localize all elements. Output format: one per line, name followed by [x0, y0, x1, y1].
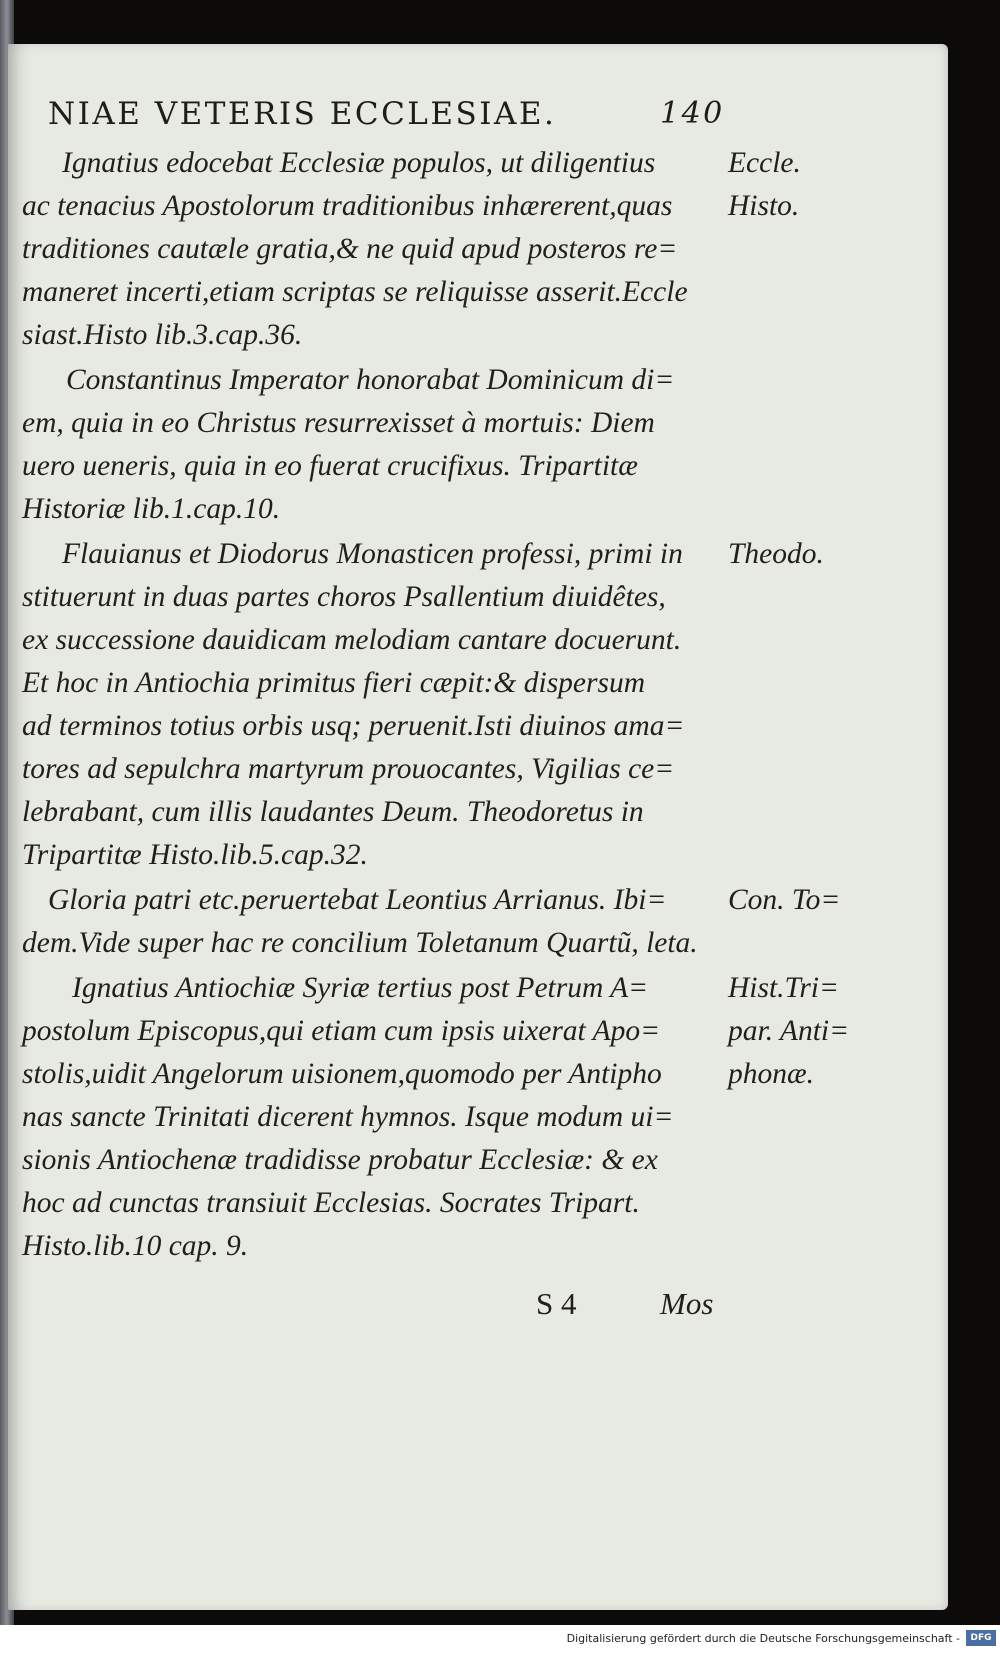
margin-note: Eccle.	[728, 147, 801, 179]
signature-mark: S 4	[536, 1286, 577, 1321]
margin-note: Histo.	[728, 190, 800, 222]
text-line: uero ueneris, quia in eo fuerat crucifixus. Tripartitæ	[22, 450, 638, 482]
text-line: ad terminos totius orbis usq; peruenit.Isti diuinos ama=	[22, 710, 685, 742]
text-line: ex successione dauidicam melodiam cantare docuerunt.	[22, 624, 682, 656]
credit-text: Digitalisierung gefördert durch die Deutsche Forschungsgemeinschaft -	[566, 1632, 960, 1645]
text-line: dem.Vide super hac re concilium Toletanum Quartũ, leta.	[22, 927, 698, 959]
text-line: lebrabant, cum illis laudantes Deum. Theodoretus in	[22, 796, 644, 828]
page-number: 140	[660, 96, 725, 131]
margin-note: par. Anti=	[728, 1015, 849, 1047]
text-line: Gloria patri etc.peruertebat Leontius Arrianus. Ibi=	[48, 884, 667, 916]
text-line: em, quia in eo Christus resurrexisset à mortuis: Diem	[22, 407, 655, 439]
text-line: postolum Episcopus,qui etiam cum ipsis uixerat Apo=	[22, 1015, 661, 1047]
text-line: nas sancte Trinitati dicerent hymnos. Isque modum ui=	[22, 1101, 674, 1133]
text-line: tores ad sepulchra martyrum prouocantes, Vigilias ce=	[22, 753, 675, 785]
text-line: ac tenacius Apostolorum traditionibus inhærerent,quas	[22, 190, 673, 222]
margin-note: Con. To=	[728, 884, 841, 916]
running-head	[48, 96, 728, 136]
text-line: Histo.lib.10 cap. 9.	[22, 1230, 249, 1262]
running-head-title: NIAE VETERIS ECCLESIAE.	[48, 96, 557, 132]
text-line: Constantinus Imperator honorabat Dominicum di=	[66, 364, 675, 396]
text-line: maneret incerti,etiam scriptas se reliquisse asserit.Eccle	[22, 276, 688, 308]
margin-note: phonæ.	[728, 1058, 815, 1090]
text-line: sionis Antiochenæ tradidisse probatur Ecclesiæ: & ex	[22, 1144, 658, 1176]
text-line: Tripartitæ Histo.lib.5.cap.32.	[22, 839, 368, 871]
catchword: Mos	[660, 1286, 714, 1321]
text-line: Ignatius Antiochiæ Syriæ tertius post Petrum A=	[72, 972, 649, 1004]
text-line: Ignatius edocebat Ecclesiæ populos, ut diligentius	[62, 147, 656, 179]
margin-note: Hist.Tri=	[728, 972, 839, 1004]
text-line: stolis,uidit Angelorum uisionem,quomodo per Antipho	[22, 1058, 662, 1090]
text-line: traditiones cautæle gratia,& ne quid apud posteros re=	[22, 233, 678, 265]
text-line: Flauianus et Diodorus Monasticen professi, primi in	[62, 538, 683, 570]
dfg-logo: DFG	[966, 1630, 996, 1646]
text-line: hoc ad cunctas transiuit Ecclesias. Socrates Tripart.	[22, 1187, 640, 1219]
text-line: Et hoc in Antiochia primitus fieri cæpit:& dispersum	[22, 667, 646, 699]
text-line: stituerunt in duas partes choros Psallentium diuidêtes,	[22, 581, 666, 613]
credit-bar	[0, 1625, 1000, 1654]
margin-note: Theodo.	[728, 538, 824, 570]
text-line: siast.Histo lib.3.cap.36.	[22, 319, 303, 351]
text-line: Historiæ lib.1.cap.10.	[22, 493, 281, 525]
